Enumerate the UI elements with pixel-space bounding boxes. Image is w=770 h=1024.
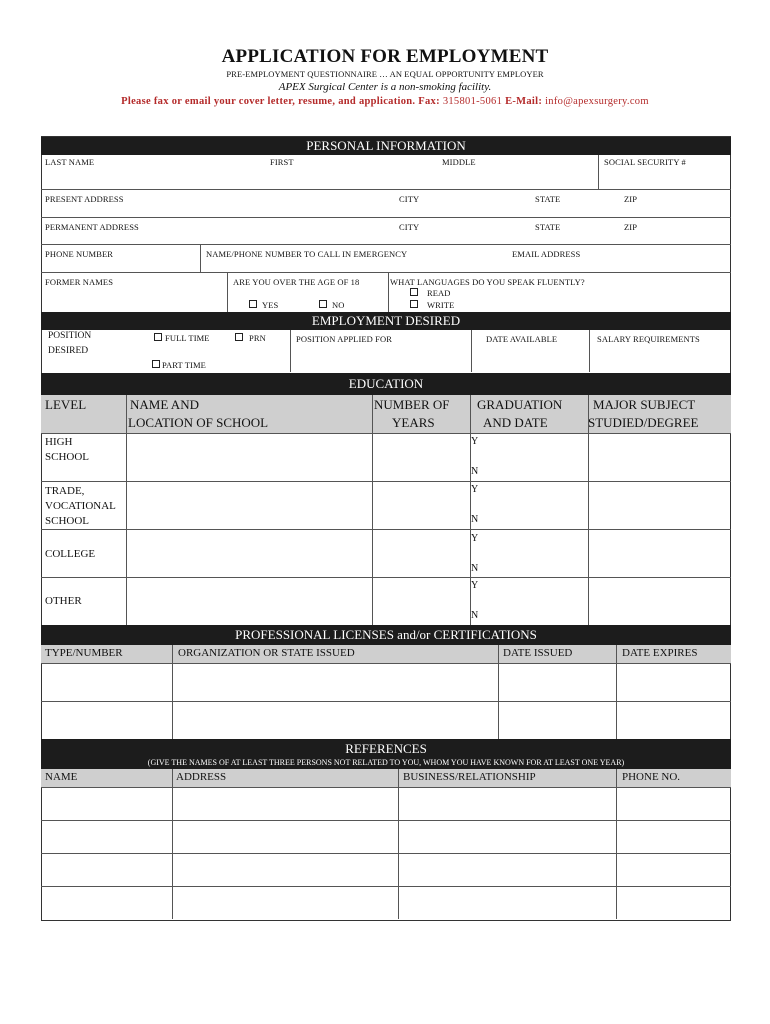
read-label: READ <box>427 288 451 298</box>
education-level-other: OTHER <box>45 595 82 607</box>
over-18-yes-checkbox[interactable] <box>249 300 257 308</box>
languages-label: WHAT LANGUAGES DO YOU SPEAK FLUENTLY? <box>390 277 585 287</box>
over-18-yes-label: YES <box>262 300 279 310</box>
permanent-address-label: PERMANENT ADDRESS <box>45 222 139 232</box>
education-header: EDUCATION <box>41 373 731 395</box>
school-name-column-1: NAME AND <box>130 397 199 412</box>
fax-instruction: Please fax or email your cover letter, resume, and application. Fax: <box>121 96 440 107</box>
present-zip-label: ZIP <box>624 194 638 204</box>
page-title: APPLICATION FOR EMPLOYMENT <box>221 46 549 67</box>
facility-note: APEX Surgical Center is a non-smoking facility. <box>278 81 492 93</box>
prn-label: PRN <box>249 333 266 343</box>
position-applied-label: POSITION APPLIED FOR <box>296 334 392 344</box>
personal-info-header: PERSONAL INFORMATION <box>41 137 731 155</box>
over-18-label: ARE YOU OVER THE AGE OF 18 <box>233 277 360 287</box>
school-name-column-2: LOCATION OF SCHOOL <box>128 415 269 430</box>
former-names-label: FORMER NAMES <box>45 277 114 287</box>
reference-business-column: BUSINESS/RELATIONSHIP <box>403 771 536 783</box>
fax-number: 315801-5061 <box>442 96 503 107</box>
graduation-column-2: AND DATE <box>483 415 548 430</box>
full-time-checkbox[interactable] <box>154 333 162 341</box>
education-level-high-school: HIGH SCHOOL <box>45 436 90 463</box>
over-18-no-label: NO <box>332 300 345 310</box>
graduated-yes-1[interactable]: Y <box>471 436 479 447</box>
present-state-label: STATE <box>535 194 561 204</box>
license-issued-column: DATE ISSUED <box>503 647 573 659</box>
education-level-college: COLLEGE <box>45 548 96 560</box>
graduated-no-4[interactable]: N <box>471 610 479 621</box>
reference-name-column: NAME <box>45 771 78 783</box>
reference-phone-column: PHONE NO. <box>622 771 681 783</box>
permanent-zip-label: ZIP <box>624 222 638 232</box>
graduation-column-1: GRADUATION <box>477 397 563 412</box>
level-column: LEVEL <box>45 397 87 412</box>
phone-label: PHONE NUMBER <box>45 249 114 259</box>
salary-label: SALARY REQUIREMENTS <box>597 334 700 344</box>
emergency-contact-label: NAME/PHONE NUMBER TO CALL IN EMERGENCY <box>206 249 408 259</box>
first-name-label: FIRST <box>270 157 294 167</box>
full-time-label: FULL TIME <box>165 333 210 343</box>
license-expires-column: DATE EXPIRES <box>622 647 698 659</box>
email-label: E-Mail: <box>505 96 543 107</box>
graduated-yes-4[interactable]: Y <box>471 580 479 591</box>
license-org-column: ORGANIZATION OR STATE ISSUED <box>178 647 355 659</box>
contact-email: info@apexsurgery.com <box>545 96 649 107</box>
part-time-label: PART TIME <box>162 360 206 370</box>
graduated-yes-2[interactable]: Y <box>471 484 479 495</box>
date-available-label: DATE AVAILABLE <box>486 334 558 344</box>
license-type-column: TYPE/NUMBER <box>45 647 123 659</box>
position-desired-label-1: POSITION <box>48 331 92 341</box>
graduated-yes-3[interactable]: Y <box>471 533 479 544</box>
major-column-1: MAJOR SUBJECT <box>593 397 696 412</box>
years-column-1: NUMBER OF <box>374 397 450 412</box>
present-address-label: PRESENT ADDRESS <box>45 194 124 204</box>
part-time-checkbox[interactable] <box>152 360 160 368</box>
education-level-trade-school: TRADE, VOCATIONAL SCHOOL <box>45 485 116 527</box>
references-note: (GIVE THE NAMES OF AT LEAST THREE PERSONS NOT RELATED TO YOU, WHOM YOU HAVE KNOWN FOR AT LEAST ONE YEAR) <box>147 758 625 767</box>
graduated-no-3[interactable]: N <box>471 563 479 574</box>
licenses-header: PROFESSIONAL LICENSES and/or CERTIFICATIONS <box>41 625 731 645</box>
write-label: WRITE <box>427 300 455 310</box>
references-title: REFERENCES <box>345 741 427 756</box>
email-address-label: EMAIL ADDRESS <box>512 249 581 259</box>
over-18-no-checkbox[interactable] <box>319 300 327 308</box>
employment-header: EMPLOYMENT DESIRED <box>41 312 731 330</box>
permanent-city-label: CITY <box>399 222 420 232</box>
major-column-2: STUDIED/DEGREE <box>588 415 699 430</box>
write-checkbox[interactable] <box>410 300 418 308</box>
read-checkbox[interactable] <box>410 288 418 296</box>
fax-instruction-line <box>0 96 770 107</box>
present-city-label: CITY <box>399 194 420 204</box>
ssn-label: SOCIAL SECURITY # <box>604 157 686 167</box>
middle-name-label: MIDDLE <box>442 157 476 167</box>
last-name-label: LAST NAME <box>45 157 95 167</box>
page-subtitle: PRE-EMPLOYMENT QUESTIONNAIRE … AN EQUAL OPPORTUNITY EMPLOYER <box>226 69 544 79</box>
permanent-state-label: STATE <box>535 222 561 232</box>
years-column-2: YEARS <box>392 415 435 430</box>
graduated-no-1[interactable]: N <box>471 466 479 477</box>
reference-address-column: ADDRESS <box>176 771 227 783</box>
position-desired-label-2: DESIRED <box>48 346 89 356</box>
graduated-no-2[interactable]: N <box>471 514 479 525</box>
prn-checkbox[interactable] <box>235 333 243 341</box>
